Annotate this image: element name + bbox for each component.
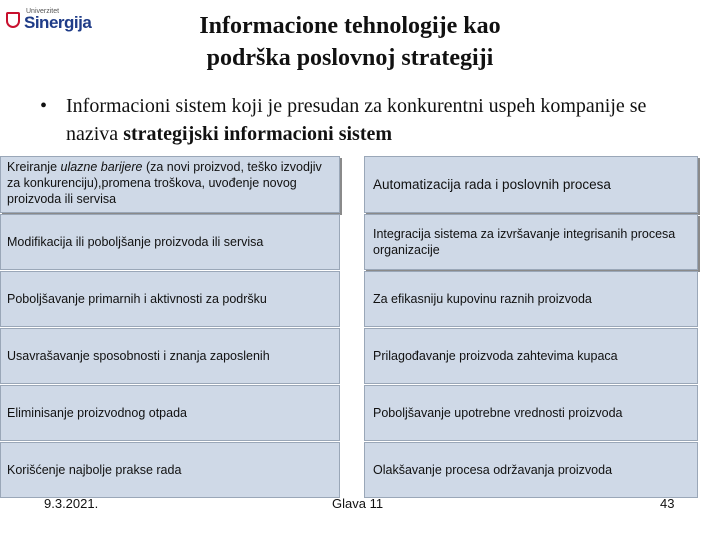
right-cell-2-text: Integracija sistema za izvršavanje integrisanih procesa organizacije: [373, 227, 676, 257]
title-line-2: podrška poslovnoj strategiji: [206, 45, 494, 71]
footer-page-number: 43: [660, 496, 675, 511]
left-cell-1-italic: ulazne barijere: [60, 160, 143, 174]
left-cell-4: [0, 328, 340, 384]
right-cell-5-text: Poboljšavanje upotrebne vrednosti proizvoda: [373, 406, 623, 420]
right-cell-4: [364, 328, 698, 384]
left-cell-1-prefix: Kreiranje: [7, 160, 61, 174]
left-cell-6: [0, 442, 340, 498]
left-cell-3: [0, 271, 340, 327]
left-cell-1-text: [7, 159, 333, 207]
bullet-icon: •: [40, 95, 48, 117]
left-cell-5: [0, 385, 340, 441]
left-cell-1: [0, 156, 340, 213]
right-cell-1: [364, 156, 698, 213]
bullet-text-plain: Informacioni sistem koji je presudan za konkurentni uspeh kompanije se naziva: [66, 95, 647, 145]
footer-date: 9.3.2021.: [44, 496, 99, 511]
left-cell-1-suffix: (za novi proizvod, teško izvodjiv za konkurenciju),promena troškova, uvođenje novog proizvoda ili servisa: [7, 160, 322, 206]
university-logo: [6, 8, 96, 34]
bullet-text-bold: strategijski informacioni sistem: [123, 123, 393, 145]
logo-small-text: Univerzitet: [26, 8, 60, 15]
left-cell-3-text: Poboljšavanje primarnih i aktivnosti za podršku: [7, 292, 267, 306]
right-cell-6: [364, 442, 698, 498]
logo-brand-text: Sinergija: [24, 13, 92, 32]
title-line-1: Informacione tehnologije kao: [199, 13, 501, 39]
right-cell-1-text: Automatizacija rada i poslovnih procesa: [373, 176, 611, 192]
right-cell-6-text: Olakšavanje procesa održavanja proizvoda: [373, 463, 613, 477]
left-cell-5-text: Eliminisanje proizvodnog otpada: [7, 406, 187, 420]
crest-icon: [6, 12, 20, 28]
right-cell-4-text: Prilagođavanje proizvoda zahtevima kupaca: [373, 349, 618, 363]
right-cell-2: [364, 214, 698, 270]
footer-chapter: Glava 11: [332, 496, 384, 511]
left-cell-2-text: Modifikacija ili poboljšanje proizvoda ili servisa: [7, 235, 264, 249]
slide-title: [130, 10, 570, 74]
right-cell-5: [364, 385, 698, 441]
right-cell-3-text: Za efikasniju kupovinu raznih proizvoda: [373, 292, 592, 306]
left-cell-6-text: Korišćenje najbolje prakse rada: [7, 463, 182, 477]
left-cell-2: [0, 214, 340, 270]
left-cell-4-text: Usavrašavanje sposobnosti i znanja zaposlenih: [7, 349, 270, 363]
bullet-text: [66, 92, 696, 148]
right-cell-3: [364, 271, 698, 327]
